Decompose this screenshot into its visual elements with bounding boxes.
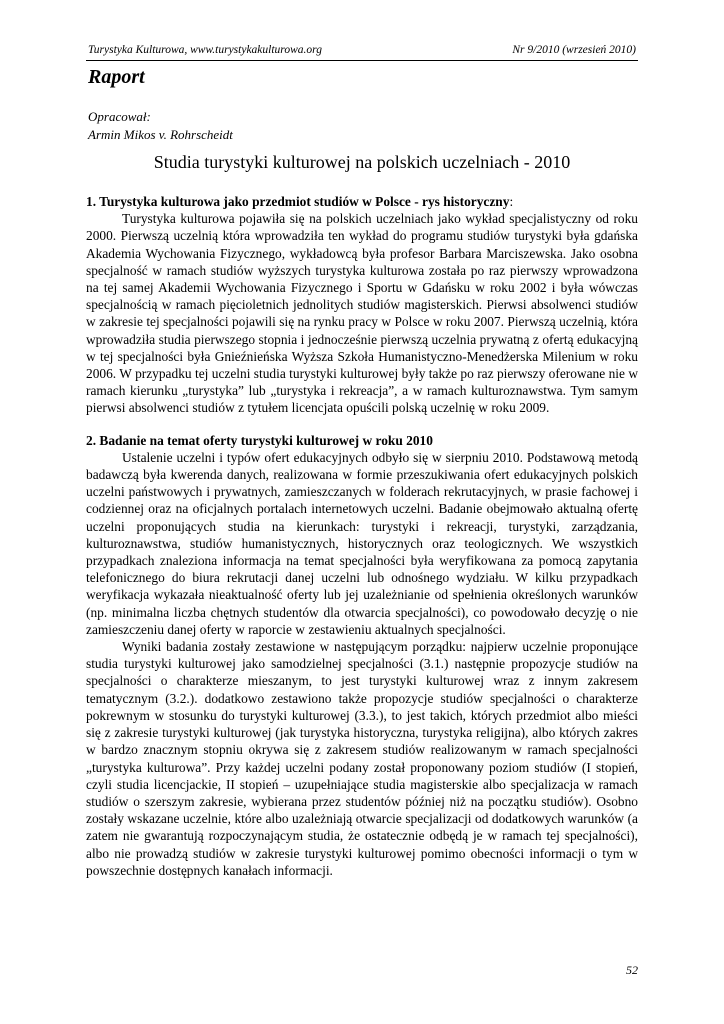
page-number: 52 — [626, 963, 638, 977]
section-1-heading-suffix: : — [509, 194, 514, 209]
page-header — [86, 44, 638, 61]
author-label: Opracował: — [88, 109, 151, 124]
section-2-paragraph-1: Ustalenie uczelni i typów ofert edukacyjnych odbyło się w sierpniu 2010. Podstawową metodą badawczą była kwerenda danych, realizowana w formie przeszukiwania ofert edukacyjnych polskich uczelni państwowych i prywatnych, zamieszczanych w folderach rekrutacyjnych, w prasie fachowej i codziennej oraz na oficjalnych portalach internetowych uczelni. Badanie obejmowało aktualną ofertę uczelni proponujących studia na kierunkach: turystyki i rekreacji, turystyki, zarządzania, kulturoznawstwa, studiów humanistycznych, historycznych oraz teologicznych. We wszystkich przypadkach znaleziona informacja na temat specjalności była weryfikowana za pomocą zapytania telefonicznego do biura rekrutacji danej uczelni lub odnośnego wydziału. W kilku przypadkach weryfikacja wykazała nieaktualność oferty lub jej uzależnianie od spełnienia określonych warunków (np. minimalna liczba chętnych studentów dla otwarcia specjalności), co powodowało decyzję o nie zamieszczeniu danej oferty w raporcie w zestawieniu aktualnych specjalności. — [86, 449, 638, 637]
article-title: Studia turystyki kulturowej na polskich uczelniach - 2010 — [153, 152, 571, 172]
section-1-paragraph-1: Turystyka kulturowa pojawiła się na polskich uczelniach jako wykład specjalistyczny od roku 2000. Pierwszą uczelnią która wprowadziła ten wykład do programu studiów turystyki była gdańska Akademia Wychowania Fizycznego, wykładowcą była profesor Barbara Marciszewska. Jako osobna specjalność w ramach studiów wyższych turystyka kulturowa została po raz pierwszy wprowadzona na tej samej Akademii Wychowania Fizycznego i Sportu w Gdańsku w roku 2002 i była wówczas specjalnością w ramach pięcioletnich jednolitych studiów magisterskich. Pierwsi absolwenci studiów w zakresie tej specjalności pojawili się na rynku pracy w Polsce w roku 2007. Pierwszą uczelnią, która wprowadziła studia pierwszego stopnia i jednocześnie pierwszą uczelnia prywatną z ofertą edukacyjną w tej specjalności była Gnieźnieńska Wyższa Szkoła Humanistyczno-Menedżerska Milenium w roku 2006. W przypadku tej uczelni studia turystyki kulturowej były także po raz pierwszy oferowane nie w ramach kierunku „turystyka” lub „turystyka i rekreacja”, a w ramach kulturoznawstwa. Tym samym pierwsi absolwenci studiów z tytułem licencjata opuścili polską uczelnię w roku 2009. — [86, 211, 638, 416]
section-1-heading — [86, 193, 638, 210]
section-2-heading — [86, 432, 638, 449]
section-2-paragraph-2: Wyniki badania zostały zestawione w następującym porządku: najpierw uczelnie proponujące studia turystyki kulturowej jako samodzielnej specjalności (3.1.) następnie propozycje studiów na specjalności o charakterze mieszanym, to jest turystyki kulturowej wraz z innym zakresem tematycznym (3.2.). dodatkowo zestawiono także propozycje studiów specjalności o charakterze pokrewnym w stosunku do turystyki kulturowej (3.3.), to jest takich, których przedmiot albo mieści się z zakresie turystyki kulturowej (jak turystyka historyczna, turystyka religijna), albo których zakres w bardzo znacznym stopniu okrywa się z zakresem studiów realizowanym w ramach specjalności „turystyka kulturowa”. Przy każdej uczelni podany został proponowany poziom studiów (I stopień, czyli studia licencjackie, II stopień – uzupełniające studia magisterskie albo specjalizacja w ramach studiów o szerszym zakresie, wybierana przez studentów później niż na początku studiów). Osobno zostały wskazane uczelnie, które albo uzależniają otwarcie specjalizacji od dodatkowych warunków (a zatem nie gwarantują rozpoczynającym studia, że ostatecznie odbędą je w ramach tej specjalności), albo nie prowadzą studiów w zakresie turystyki kulturowej pomimo obecności informacji o tym w powszechnie dostępnych kanałach informacji. — [86, 639, 638, 878]
section-label: Raport — [88, 66, 145, 88]
author-name: Armin Mikos v. Rohrscheidt — [88, 127, 233, 142]
journal-title: Turystyka Kulturowa, www.turystykakulturowa.org — [88, 44, 322, 56]
section-2-heading-text: 2. Badanie na temat oferty turystyki kulturowej w roku 2010 — [86, 432, 433, 448]
article-body — [86, 193, 638, 879]
author-block — [88, 108, 233, 144]
issue-number: Nr 9/2010 (wrzesień 2010) — [512, 44, 636, 56]
section-1-heading-text: 1. Turystyka kulturowa jako przedmiot studiów w Polsce - rys historyczny — [86, 194, 510, 209]
